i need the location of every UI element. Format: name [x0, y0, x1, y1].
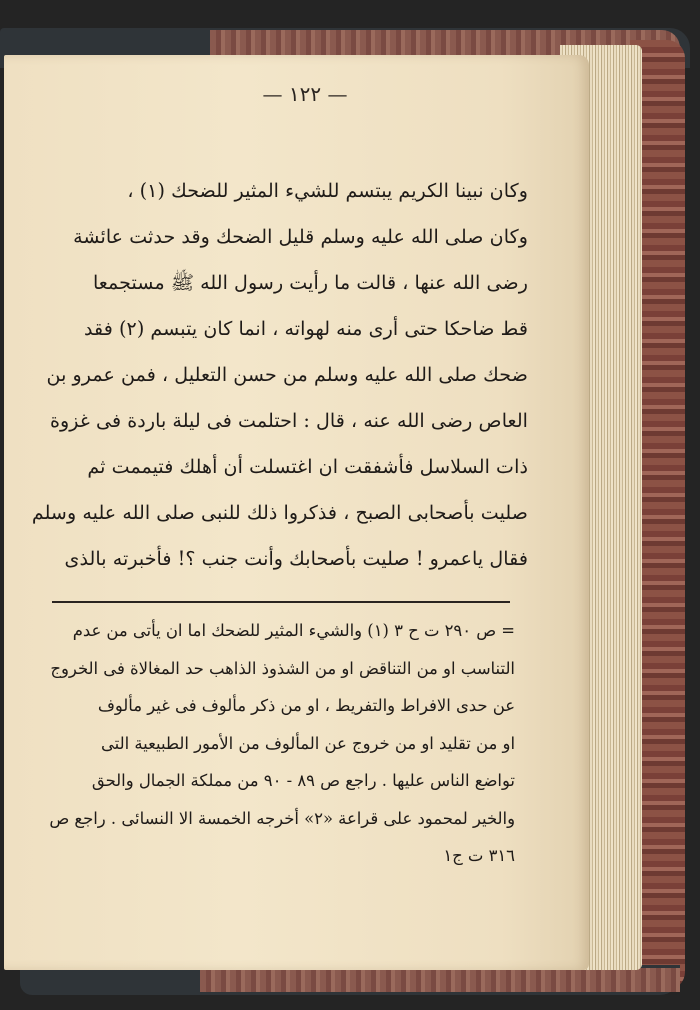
- text-line: ضحك صلى الله عليه وسلم من حسن التعليل ، فمن عمرو بن: [46, 363, 528, 386]
- text-line: وكان نبينا الكريم يبتسم للشيء المثير للضحك (١) ،: [127, 179, 528, 202]
- text-line: قط ضاحكا حتى أرى منه لهواته ، انما كان يتبسم (٢) فقد: [83, 317, 528, 340]
- text-line: وكان صلى الله عليه وسلم قليل الضحك وقد حدثت عائشة: [73, 225, 528, 248]
- footnotes: [40, 612, 515, 875]
- text-line: العاص رضى الله عنه ، قال : احتلمت فى ليلة باردة فى غزوة: [49, 409, 528, 432]
- text-line: رضى الله عنها ، قالت ما رأيت رسول الله ﷺ مستجمعا: [92, 271, 528, 294]
- text-line: ذات السلاسل فأشفقت ان اغتسلت أن أهلك فتيممت ثم: [87, 455, 528, 478]
- main-text: [31, 168, 528, 582]
- footnote-line: والخير لمحمود على قراعة «٢» أخرجه الخمسة الا النسائى . راجع ص: [49, 808, 515, 828]
- footnote-line: = ص ٢٩٠ ت ح ٣ (١) والشيء المثير للضحك اما ان يأتى من عدم: [72, 621, 515, 640]
- marbled-board-bottom: [200, 968, 680, 992]
- footnote-line: تواضع الناس عليها . راجع ص ٨٩ - ٩٠ من مملكة الجمال والحق: [91, 771, 515, 790]
- text-line: صليت بأصحابى الصبح ، فذكروا ذلك للنبى صلى الله عليه وسلم: [31, 501, 528, 524]
- page-number: — ١٢٢ —: [262, 82, 348, 106]
- footnote-line: ٣١٦ ت ج١: [443, 846, 515, 865]
- footnote-line: التناسب او من التناقض او من الشذوذ الذاهب حد المغالاة فى الخروج: [50, 658, 515, 678]
- footnote-divider: [52, 601, 510, 603]
- text-line: فقال ياعمرو ! صليت بأصحابك وأنت جنب ؟! فأخبرته بالذى: [64, 547, 528, 570]
- footnote-line: عن حدى الافراط والتفريط ، او من ذكر مألوف فى غير مألوف: [97, 696, 515, 715]
- footnote-line: او من تقليد او من خروج عن المألوف من الأمور الطبيعية التى: [101, 733, 515, 753]
